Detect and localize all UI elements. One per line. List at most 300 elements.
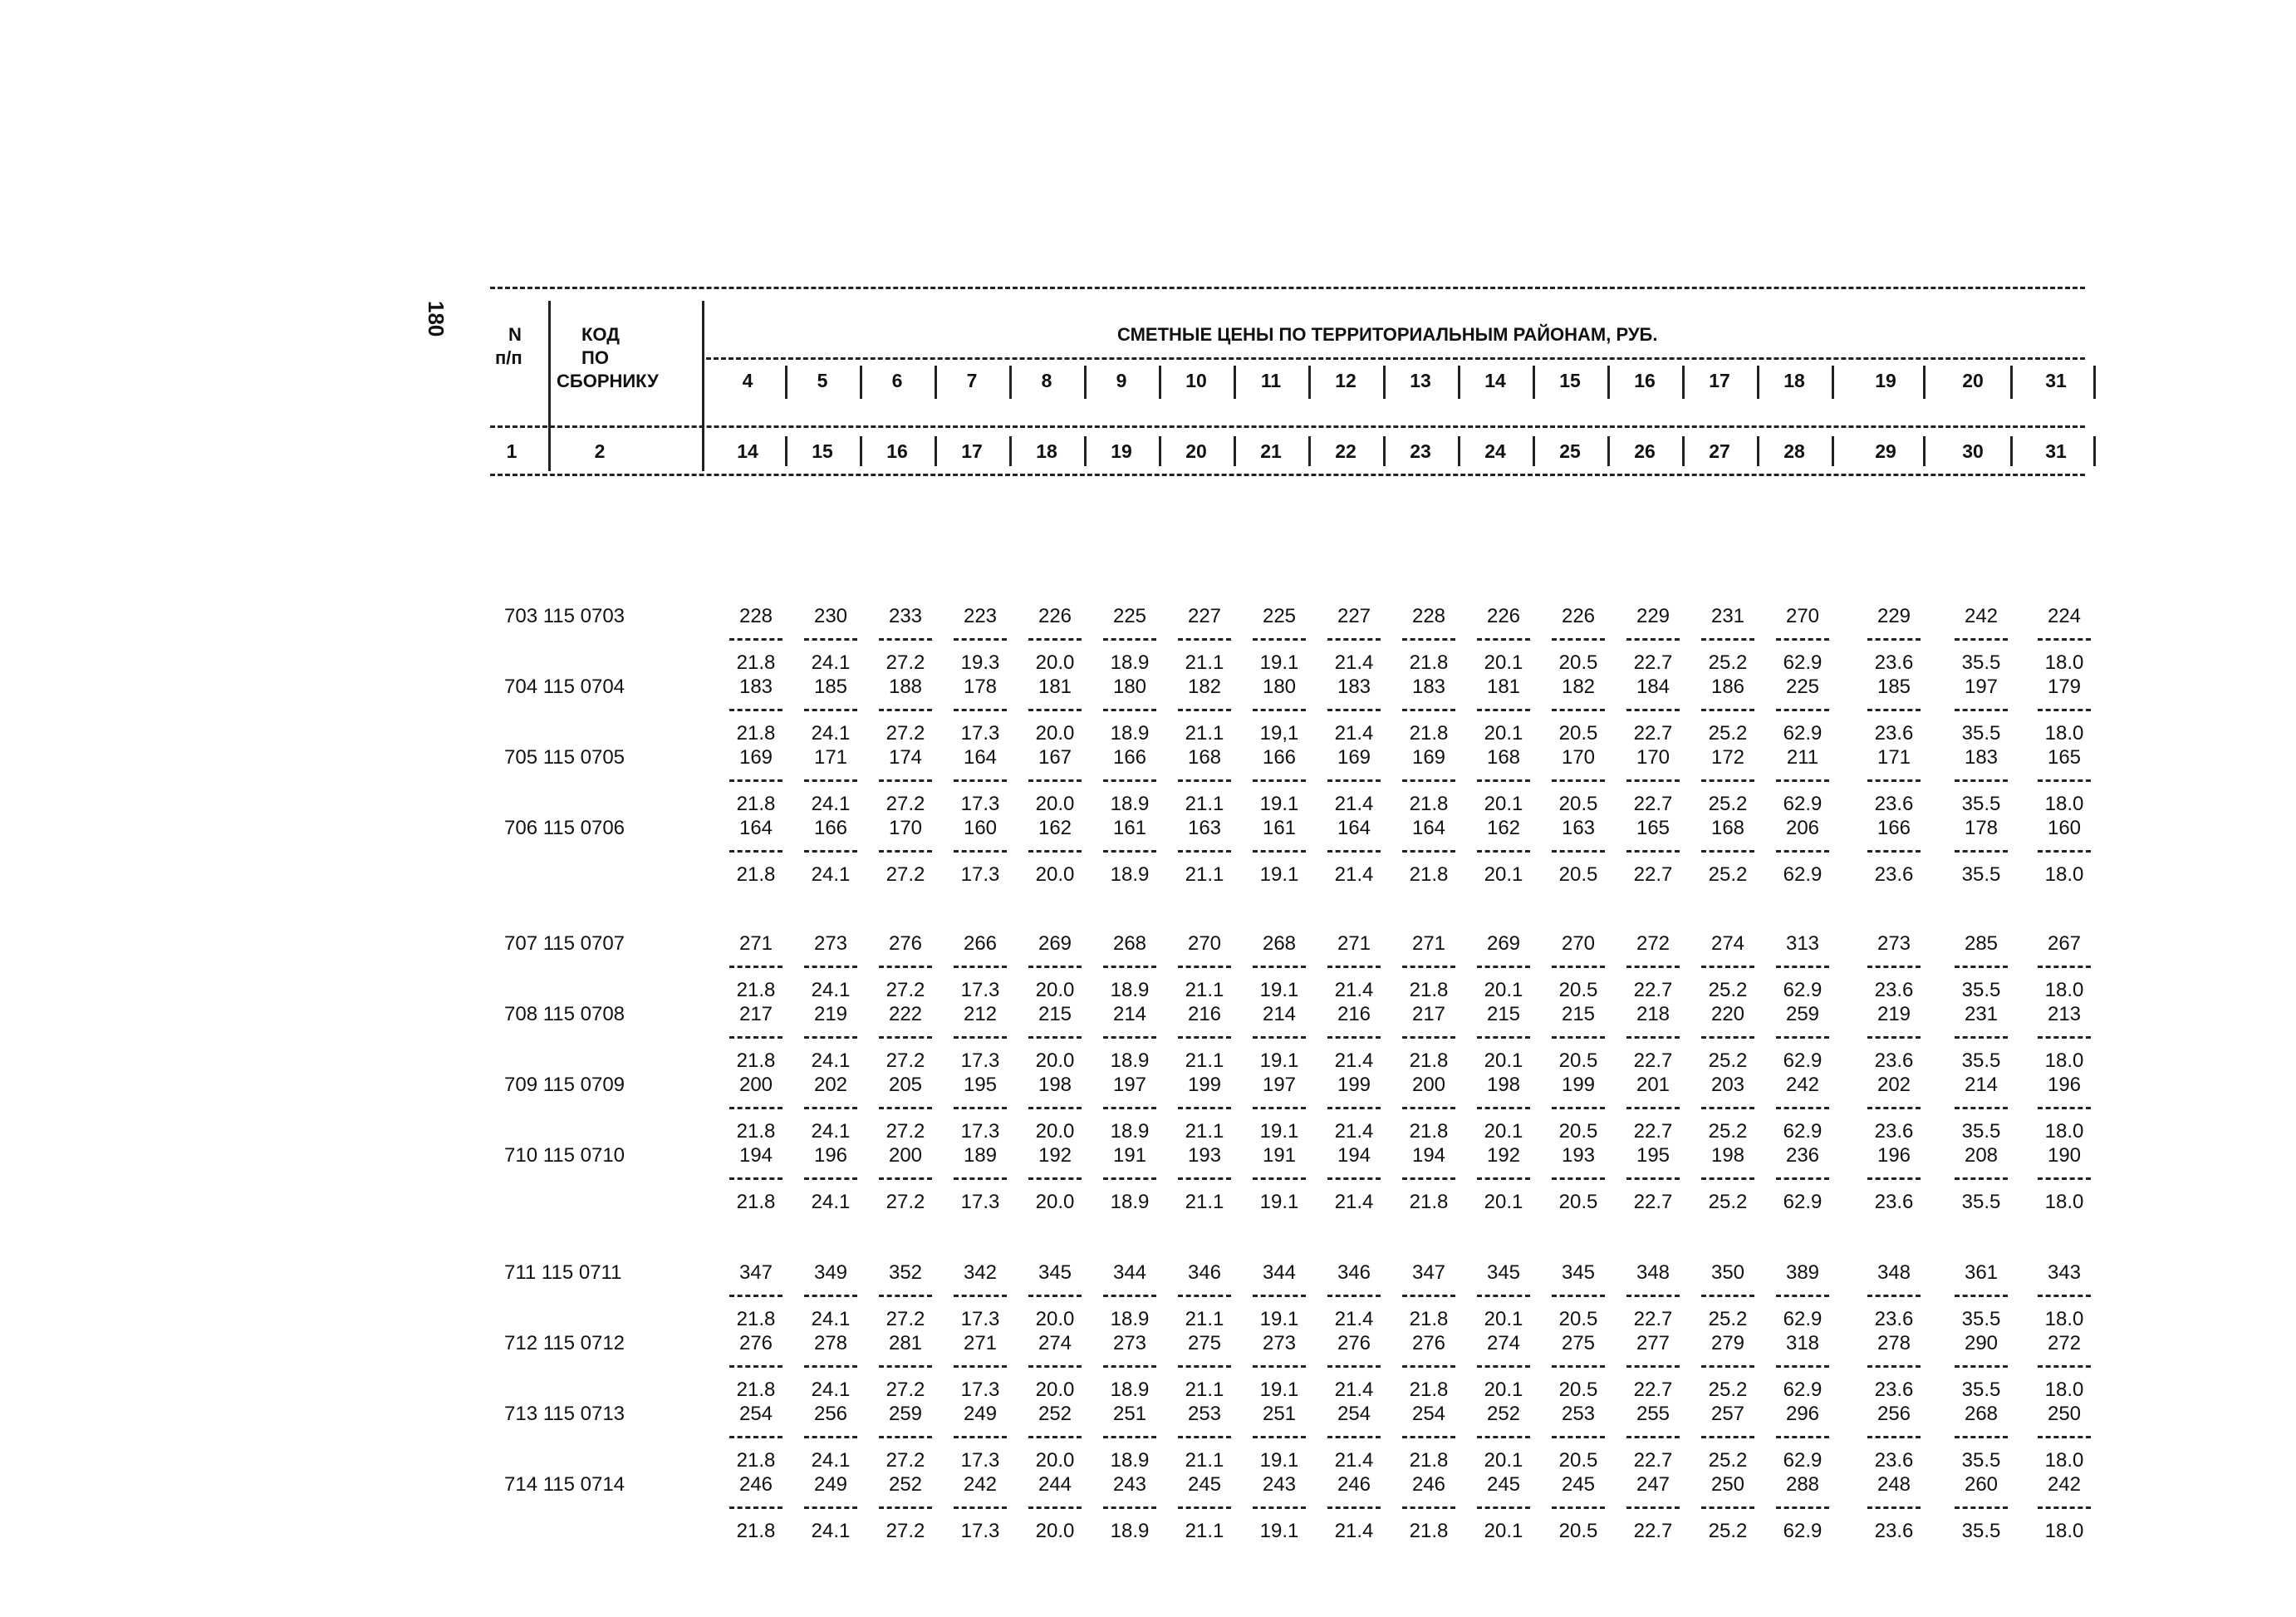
price-cell: 269 bbox=[1038, 932, 1072, 955]
fraction-line bbox=[804, 850, 857, 853]
price-cell: 194 bbox=[738, 1144, 773, 1167]
coefficient-cell: 21.4 bbox=[1334, 863, 1374, 886]
price-cell: 281 bbox=[888, 1332, 923, 1354]
coefficient-cell: 21.8 bbox=[736, 793, 776, 815]
price-cell: 162 bbox=[1038, 817, 1072, 839]
fraction-line bbox=[1776, 1036, 1829, 1039]
price-cell: 178 bbox=[1964, 817, 1999, 839]
price-cell: 197 bbox=[1964, 676, 1999, 698]
price-cell: 248 bbox=[1877, 1473, 1911, 1496]
coefficient-cell: 20.0 bbox=[1035, 1520, 1075, 1542]
price-cell: 256 bbox=[1877, 1403, 1911, 1425]
fraction-line bbox=[1626, 966, 1680, 968]
coefficient-cell: 27.2 bbox=[886, 1449, 925, 1472]
fraction-line bbox=[954, 1506, 1007, 1509]
price-cell: 346 bbox=[1337, 1261, 1371, 1284]
coefficient-cell: 25.2 bbox=[1708, 1379, 1748, 1401]
fraction-line bbox=[1955, 709, 2008, 711]
fraction-line bbox=[1402, 1107, 1455, 1109]
price-cell: 276 bbox=[1411, 1332, 1446, 1354]
col-index: 29 bbox=[1875, 440, 1896, 462]
coefficient-cell: 20.5 bbox=[1558, 722, 1598, 745]
price-cell: 171 bbox=[813, 746, 848, 769]
district-number: 12 bbox=[1335, 370, 1357, 391]
price-cell: 203 bbox=[1710, 1074, 1745, 1096]
index-sep bbox=[860, 436, 862, 466]
row-code-label: 714 115 0714 bbox=[504, 1473, 626, 1496]
coefficient-cell: 17.3 bbox=[960, 1191, 1000, 1213]
coefficient-cell: 21.8 bbox=[1409, 863, 1449, 886]
row-code-label: 703 115 0703 bbox=[504, 605, 626, 627]
fraction-line bbox=[1327, 1107, 1381, 1109]
price-cell: 274 bbox=[1486, 1332, 1521, 1354]
fraction-line bbox=[1477, 966, 1530, 968]
price-cell: 349 bbox=[813, 1261, 848, 1284]
coefficient-cell: 27.2 bbox=[886, 1520, 925, 1542]
fraction-line bbox=[1028, 850, 1082, 853]
coefficient-cell: 21.4 bbox=[1334, 1308, 1374, 1330]
fraction-line bbox=[1028, 1177, 1082, 1180]
price-cell: 352 bbox=[888, 1261, 923, 1284]
coefficient-cell: 62.9 bbox=[1783, 793, 1823, 815]
coefficient-cell: 21.8 bbox=[736, 651, 776, 674]
fraction-line bbox=[1402, 638, 1455, 641]
price-cell: 350 bbox=[1710, 1261, 1745, 1284]
price-cell: 270 bbox=[1785, 605, 1820, 627]
price-cell: 229 bbox=[1877, 605, 1911, 627]
fraction-line bbox=[1178, 638, 1231, 641]
price-cell: 191 bbox=[1112, 1144, 1147, 1167]
coefficient-cell: 18.9 bbox=[1110, 1049, 1150, 1072]
district-sep bbox=[1533, 366, 1535, 399]
fraction-line bbox=[2038, 1036, 2091, 1039]
fraction-line bbox=[1626, 779, 1680, 782]
coefficient-cell: 21.8 bbox=[1409, 1191, 1449, 1213]
coefficient-cell: 20.5 bbox=[1558, 1379, 1598, 1401]
price-cell: 257 bbox=[1710, 1403, 1745, 1425]
price-cell: 251 bbox=[1262, 1403, 1297, 1425]
fraction-line bbox=[1402, 1506, 1455, 1509]
coefficient-cell: 19.1 bbox=[1259, 863, 1299, 886]
price-cell: 178 bbox=[963, 676, 998, 698]
col-kod: КОД bbox=[581, 324, 620, 345]
coefficient-cell: 19.1 bbox=[1259, 1120, 1299, 1143]
fraction-line bbox=[2038, 1436, 2091, 1438]
fraction-line bbox=[1701, 1506, 1754, 1509]
coefficient-cell: 24.1 bbox=[811, 1379, 851, 1401]
price-cell: 318 bbox=[1785, 1332, 1820, 1354]
coefficient-cell: 17.3 bbox=[960, 1308, 1000, 1330]
fraction-line bbox=[1253, 638, 1306, 641]
index-sep bbox=[935, 436, 937, 466]
price-cell: 201 bbox=[1636, 1074, 1670, 1096]
district-sep bbox=[1832, 366, 1834, 399]
price-cell: 245 bbox=[1561, 1473, 1596, 1496]
coefficient-cell: 23.6 bbox=[1874, 1308, 1914, 1330]
coefficient-cell: 25.2 bbox=[1708, 863, 1748, 886]
coefficient-cell: 18.0 bbox=[2044, 722, 2084, 745]
col-index: 27 bbox=[1709, 440, 1730, 462]
price-cell: 162 bbox=[1486, 817, 1521, 839]
coefficient-cell: 19.3 bbox=[960, 651, 1000, 674]
coefficient-cell: 21.1 bbox=[1185, 722, 1224, 745]
coefficient-cell: 24.1 bbox=[811, 863, 851, 886]
price-cell: 272 bbox=[2047, 1332, 2082, 1354]
header-sep-2 bbox=[702, 301, 704, 471]
district-sep bbox=[1159, 366, 1161, 399]
price-cell: 226 bbox=[1038, 605, 1072, 627]
col-index: 15 bbox=[812, 440, 833, 462]
coefficient-cell: 21.1 bbox=[1185, 1308, 1224, 1330]
price-cell: 217 bbox=[738, 1003, 773, 1025]
fraction-line bbox=[1327, 779, 1381, 782]
price-cell: 253 bbox=[1187, 1403, 1222, 1425]
price-cell: 192 bbox=[1038, 1144, 1072, 1167]
price-cell: 200 bbox=[738, 1074, 773, 1096]
fraction-line bbox=[804, 638, 857, 641]
fraction-line bbox=[1701, 1036, 1754, 1039]
coefficient-cell: 24.1 bbox=[811, 651, 851, 674]
fraction-line bbox=[729, 638, 783, 641]
coefficient-cell: 17.3 bbox=[960, 979, 1000, 1001]
fraction-line bbox=[804, 1295, 857, 1297]
fraction-line bbox=[879, 1177, 932, 1180]
fraction-line bbox=[954, 850, 1007, 853]
coefficient-cell: 18.0 bbox=[2044, 1049, 2084, 1072]
price-cell: 268 bbox=[1262, 932, 1297, 955]
coefficient-cell: 18.9 bbox=[1110, 1120, 1150, 1143]
index-sep bbox=[2093, 436, 2096, 466]
col-index: 25 bbox=[1559, 440, 1581, 462]
coefficient-cell: 20.0 bbox=[1035, 979, 1075, 1001]
coefficient-cell: 22.7 bbox=[1633, 979, 1673, 1001]
coefficient-cell: 24.1 bbox=[811, 1520, 851, 1542]
coefficient-cell: 23.6 bbox=[1874, 793, 1914, 815]
coefficient-cell: 62.9 bbox=[1783, 1449, 1823, 1472]
price-cell: 184 bbox=[1636, 676, 1670, 698]
coefficient-cell: 27.2 bbox=[886, 651, 925, 674]
fraction-line bbox=[1626, 638, 1680, 641]
fraction-line bbox=[1028, 1436, 1082, 1438]
fraction-line bbox=[1955, 850, 2008, 853]
fraction-line bbox=[954, 1365, 1007, 1368]
district-number: 19 bbox=[1875, 370, 1896, 391]
price-cell: 249 bbox=[813, 1473, 848, 1496]
coefficient-cell: 22.7 bbox=[1633, 1449, 1673, 1472]
fraction-line bbox=[729, 1506, 783, 1509]
fraction-line bbox=[1402, 1436, 1455, 1438]
price-cell: 347 bbox=[738, 1261, 773, 1284]
coefficient-cell: 17.3 bbox=[960, 1049, 1000, 1072]
fraction-line bbox=[1701, 1436, 1754, 1438]
col-index: 14 bbox=[737, 440, 758, 462]
coefficient-cell: 23.6 bbox=[1874, 722, 1914, 745]
fraction-line bbox=[1327, 1036, 1381, 1039]
fraction-line bbox=[729, 1365, 783, 1368]
price-cell: 180 bbox=[1112, 676, 1147, 698]
col-index: 20 bbox=[1185, 440, 1207, 462]
fraction-line bbox=[1955, 638, 2008, 641]
index-sep bbox=[1308, 436, 1311, 466]
coefficient-cell: 35.5 bbox=[1961, 651, 2001, 674]
coefficient-cell: 21.4 bbox=[1334, 651, 1374, 674]
fraction-line bbox=[1477, 1036, 1530, 1039]
price-cell: 346 bbox=[1187, 1261, 1222, 1284]
index-sep bbox=[1533, 436, 1535, 466]
price-cell: 194 bbox=[1411, 1144, 1446, 1167]
price-cell: 160 bbox=[2047, 817, 2082, 839]
coefficient-cell: 23.6 bbox=[1874, 979, 1914, 1001]
price-cell: 361 bbox=[1964, 1261, 1999, 1284]
coefficient-cell: 17.3 bbox=[960, 1379, 1000, 1401]
fraction-line bbox=[2038, 1365, 2091, 1368]
price-cell: 345 bbox=[1486, 1261, 1521, 1284]
fraction-line bbox=[1867, 1436, 1921, 1438]
coefficient-cell: 20.5 bbox=[1558, 651, 1598, 674]
coefficient-cell: 25.2 bbox=[1708, 651, 1748, 674]
price-cell: 220 bbox=[1710, 1003, 1745, 1025]
col-index: 26 bbox=[1634, 440, 1656, 462]
price-cell: 194 bbox=[1337, 1144, 1371, 1167]
price-cell: 270 bbox=[1187, 932, 1222, 955]
fraction-line bbox=[1028, 1295, 1082, 1297]
price-cell: 254 bbox=[738, 1403, 773, 1425]
district-number: 4 bbox=[742, 370, 753, 391]
price-cell: 223 bbox=[963, 605, 998, 627]
fraction-line bbox=[1867, 1506, 1921, 1509]
fraction-line bbox=[2038, 1295, 2091, 1297]
page-number: 180 bbox=[424, 301, 449, 337]
coefficient-cell: 20.1 bbox=[1484, 722, 1523, 745]
price-cell: 242 bbox=[963, 1473, 998, 1496]
coefficient-cell: 20.5 bbox=[1558, 1449, 1598, 1472]
price-cell: 199 bbox=[1337, 1074, 1371, 1096]
price-cell: 259 bbox=[1785, 1003, 1820, 1025]
coefficient-cell: 19.1 bbox=[1259, 1449, 1299, 1472]
price-cell: 186 bbox=[1710, 676, 1745, 698]
fraction-line bbox=[1028, 638, 1082, 641]
fraction-line bbox=[1253, 1506, 1306, 1509]
fraction-line bbox=[1701, 1107, 1754, 1109]
fraction-line bbox=[804, 1177, 857, 1180]
coefficient-cell: 20.5 bbox=[1558, 863, 1598, 886]
coefficient-cell: 62.9 bbox=[1783, 1308, 1823, 1330]
price-cell: 272 bbox=[1636, 932, 1670, 955]
coefficient-cell: 18.0 bbox=[2044, 979, 2084, 1001]
coefficient-cell: 21.8 bbox=[736, 1520, 776, 1542]
price-cell: 313 bbox=[1785, 932, 1820, 955]
fraction-line bbox=[1327, 1436, 1381, 1438]
coefficient-cell: 62.9 bbox=[1783, 1120, 1823, 1143]
fraction-line bbox=[729, 850, 783, 853]
district-number: 14 bbox=[1484, 370, 1506, 391]
price-cell: 269 bbox=[1486, 932, 1521, 955]
row-code-label: 710 115 0710 bbox=[504, 1144, 626, 1167]
price-cell: 243 bbox=[1112, 1473, 1147, 1496]
district-number: 8 bbox=[1041, 370, 1052, 391]
coefficient-cell: 35.5 bbox=[1961, 1520, 2001, 1542]
price-cell: 255 bbox=[1636, 1403, 1670, 1425]
price-cell: 195 bbox=[963, 1074, 998, 1096]
fraction-line bbox=[1103, 966, 1156, 968]
coefficient-cell: 22.7 bbox=[1633, 1308, 1673, 1330]
fraction-line bbox=[1552, 1506, 1605, 1509]
district-number: 13 bbox=[1410, 370, 1431, 391]
index-sep bbox=[1923, 436, 1926, 466]
price-cell: 273 bbox=[1877, 932, 1911, 955]
price-cell: 256 bbox=[813, 1403, 848, 1425]
fraction-line bbox=[1552, 1436, 1605, 1438]
coefficient-cell: 25.2 bbox=[1708, 1308, 1748, 1330]
coefficient-cell: 35.5 bbox=[1961, 793, 2001, 815]
price-cell: 275 bbox=[1561, 1332, 1596, 1354]
fraction-line bbox=[1776, 966, 1829, 968]
district-number: 17 bbox=[1709, 370, 1730, 391]
coefficient-cell: 18.0 bbox=[2044, 793, 2084, 815]
fraction-line bbox=[879, 966, 932, 968]
fraction-line bbox=[1552, 966, 1605, 968]
index-sep bbox=[1009, 436, 1012, 466]
fraction-line bbox=[1253, 850, 1306, 853]
coefficient-cell: 21.8 bbox=[1409, 651, 1449, 674]
price-cell: 169 bbox=[1337, 746, 1371, 769]
fraction-line bbox=[1103, 1036, 1156, 1039]
coefficient-cell: 21.8 bbox=[1409, 1449, 1449, 1472]
fraction-line bbox=[1477, 1177, 1530, 1180]
coefficient-cell: 25.2 bbox=[1708, 1449, 1748, 1472]
price-cell: 233 bbox=[888, 605, 923, 627]
district-number: 11 bbox=[1260, 370, 1282, 391]
coefficient-cell: 20.1 bbox=[1484, 1520, 1523, 1542]
price-cell: 170 bbox=[888, 817, 923, 839]
coefficient-cell: 22.7 bbox=[1633, 722, 1673, 745]
price-cell: 199 bbox=[1561, 1074, 1596, 1096]
index-sep bbox=[1757, 436, 1759, 466]
fraction-line bbox=[1477, 779, 1530, 782]
price-cell: 345 bbox=[1038, 1261, 1072, 1284]
price-cell: 277 bbox=[1636, 1332, 1670, 1354]
coefficient-cell: 21.1 bbox=[1185, 979, 1224, 1001]
coefficient-cell: 27.2 bbox=[886, 863, 925, 886]
fraction-line bbox=[1626, 709, 1680, 711]
price-cell: 250 bbox=[1710, 1473, 1745, 1496]
district-sep bbox=[1234, 366, 1236, 399]
price-cell: 267 bbox=[2047, 932, 2082, 955]
price-cell: 214 bbox=[1964, 1074, 1999, 1096]
price-cell: 218 bbox=[1636, 1003, 1670, 1025]
row-code-label: 705 115 0705 bbox=[504, 746, 626, 769]
coefficient-cell: 21.8 bbox=[736, 863, 776, 886]
price-cell: 245 bbox=[1486, 1473, 1521, 1496]
price-cell: 270 bbox=[1561, 932, 1596, 955]
price-cell: 279 bbox=[1710, 1332, 1745, 1354]
fraction-line bbox=[954, 709, 1007, 711]
price-cell: 230 bbox=[813, 605, 848, 627]
price-cell: 196 bbox=[2047, 1074, 2082, 1096]
price-cell: 216 bbox=[1187, 1003, 1222, 1025]
fraction-line bbox=[1701, 779, 1754, 782]
fraction-line bbox=[1626, 1365, 1680, 1368]
coefficient-cell: 20.5 bbox=[1558, 1049, 1598, 1072]
coefficient-cell: 27.2 bbox=[886, 1191, 925, 1213]
district-sep bbox=[1923, 366, 1926, 399]
coefficient-cell: 21.1 bbox=[1185, 1049, 1224, 1072]
fraction-line bbox=[1955, 1365, 2008, 1368]
fraction-line bbox=[1103, 850, 1156, 853]
price-cell: 193 bbox=[1187, 1144, 1222, 1167]
fraction-line bbox=[1178, 779, 1231, 782]
col-po: ПО bbox=[581, 347, 609, 368]
fraction-line bbox=[1103, 1177, 1156, 1180]
coefficient-cell: 21.1 bbox=[1185, 651, 1224, 674]
coefficient-cell: 62.9 bbox=[1783, 1049, 1823, 1072]
coefficient-cell: 21.8 bbox=[1409, 1120, 1449, 1143]
coefficient-cell: 62.9 bbox=[1783, 979, 1823, 1001]
price-cell: 198 bbox=[1710, 1144, 1745, 1167]
price-cell: 166 bbox=[1262, 746, 1297, 769]
district-sep bbox=[785, 366, 787, 399]
coefficient-cell: 20.1 bbox=[1484, 979, 1523, 1001]
coefficient-cell: 19.1 bbox=[1259, 651, 1299, 674]
price-cell: 236 bbox=[1785, 1144, 1820, 1167]
coefficient-cell: 62.9 bbox=[1783, 863, 1823, 886]
fraction-line bbox=[1402, 1295, 1455, 1297]
fraction-line bbox=[1253, 1177, 1306, 1180]
coefficient-cell: 21.4 bbox=[1334, 793, 1374, 815]
price-cell: 344 bbox=[1262, 1261, 1297, 1284]
col-pp: п/п bbox=[495, 347, 522, 368]
price-cell: 227 bbox=[1187, 605, 1222, 627]
coefficient-cell: 25.2 bbox=[1708, 793, 1748, 815]
coefficient-cell: 21.8 bbox=[736, 1308, 776, 1330]
coefficient-cell: 23.6 bbox=[1874, 1191, 1914, 1213]
row-code-label: 712 115 0712 bbox=[504, 1332, 626, 1354]
fraction-line bbox=[729, 1036, 783, 1039]
fraction-line bbox=[1477, 1506, 1530, 1509]
col-index: 23 bbox=[1410, 440, 1431, 462]
coefficient-cell: 18.0 bbox=[2044, 651, 2084, 674]
fraction-line bbox=[1626, 1506, 1680, 1509]
coefficient-cell: 17.3 bbox=[960, 793, 1000, 815]
fraction-line bbox=[954, 1295, 1007, 1297]
fraction-line bbox=[804, 966, 857, 968]
district-number: 16 bbox=[1634, 370, 1656, 391]
coefficient-cell: 23.6 bbox=[1874, 651, 1914, 674]
price-cell: 247 bbox=[1636, 1473, 1670, 1496]
fraction-line bbox=[1477, 1107, 1530, 1109]
price-cell: 183 bbox=[738, 676, 773, 698]
price-cell: 231 bbox=[1964, 1003, 1999, 1025]
coefficient-cell: 19.1 bbox=[1259, 793, 1299, 815]
col-index: 16 bbox=[886, 440, 908, 462]
price-cell: 189 bbox=[963, 1144, 998, 1167]
fraction-line bbox=[1867, 709, 1921, 711]
col-index: 28 bbox=[1783, 440, 1805, 462]
fraction-line bbox=[879, 1295, 932, 1297]
coefficient-cell: 20.0 bbox=[1035, 863, 1075, 886]
fraction-line bbox=[1552, 850, 1605, 853]
coefficient-cell: 27.2 bbox=[886, 979, 925, 1001]
fraction-line bbox=[1103, 709, 1156, 711]
fraction-line bbox=[1955, 1177, 2008, 1180]
price-cell: 181 bbox=[1486, 676, 1521, 698]
fraction-line bbox=[1626, 1436, 1680, 1438]
coefficient-cell: 20.0 bbox=[1035, 1120, 1075, 1143]
coefficient-cell: 18.0 bbox=[2044, 863, 2084, 886]
price-cell: 164 bbox=[1411, 817, 1446, 839]
coefficient-cell: 20.0 bbox=[1035, 1379, 1075, 1401]
price-cell: 342 bbox=[963, 1261, 998, 1284]
